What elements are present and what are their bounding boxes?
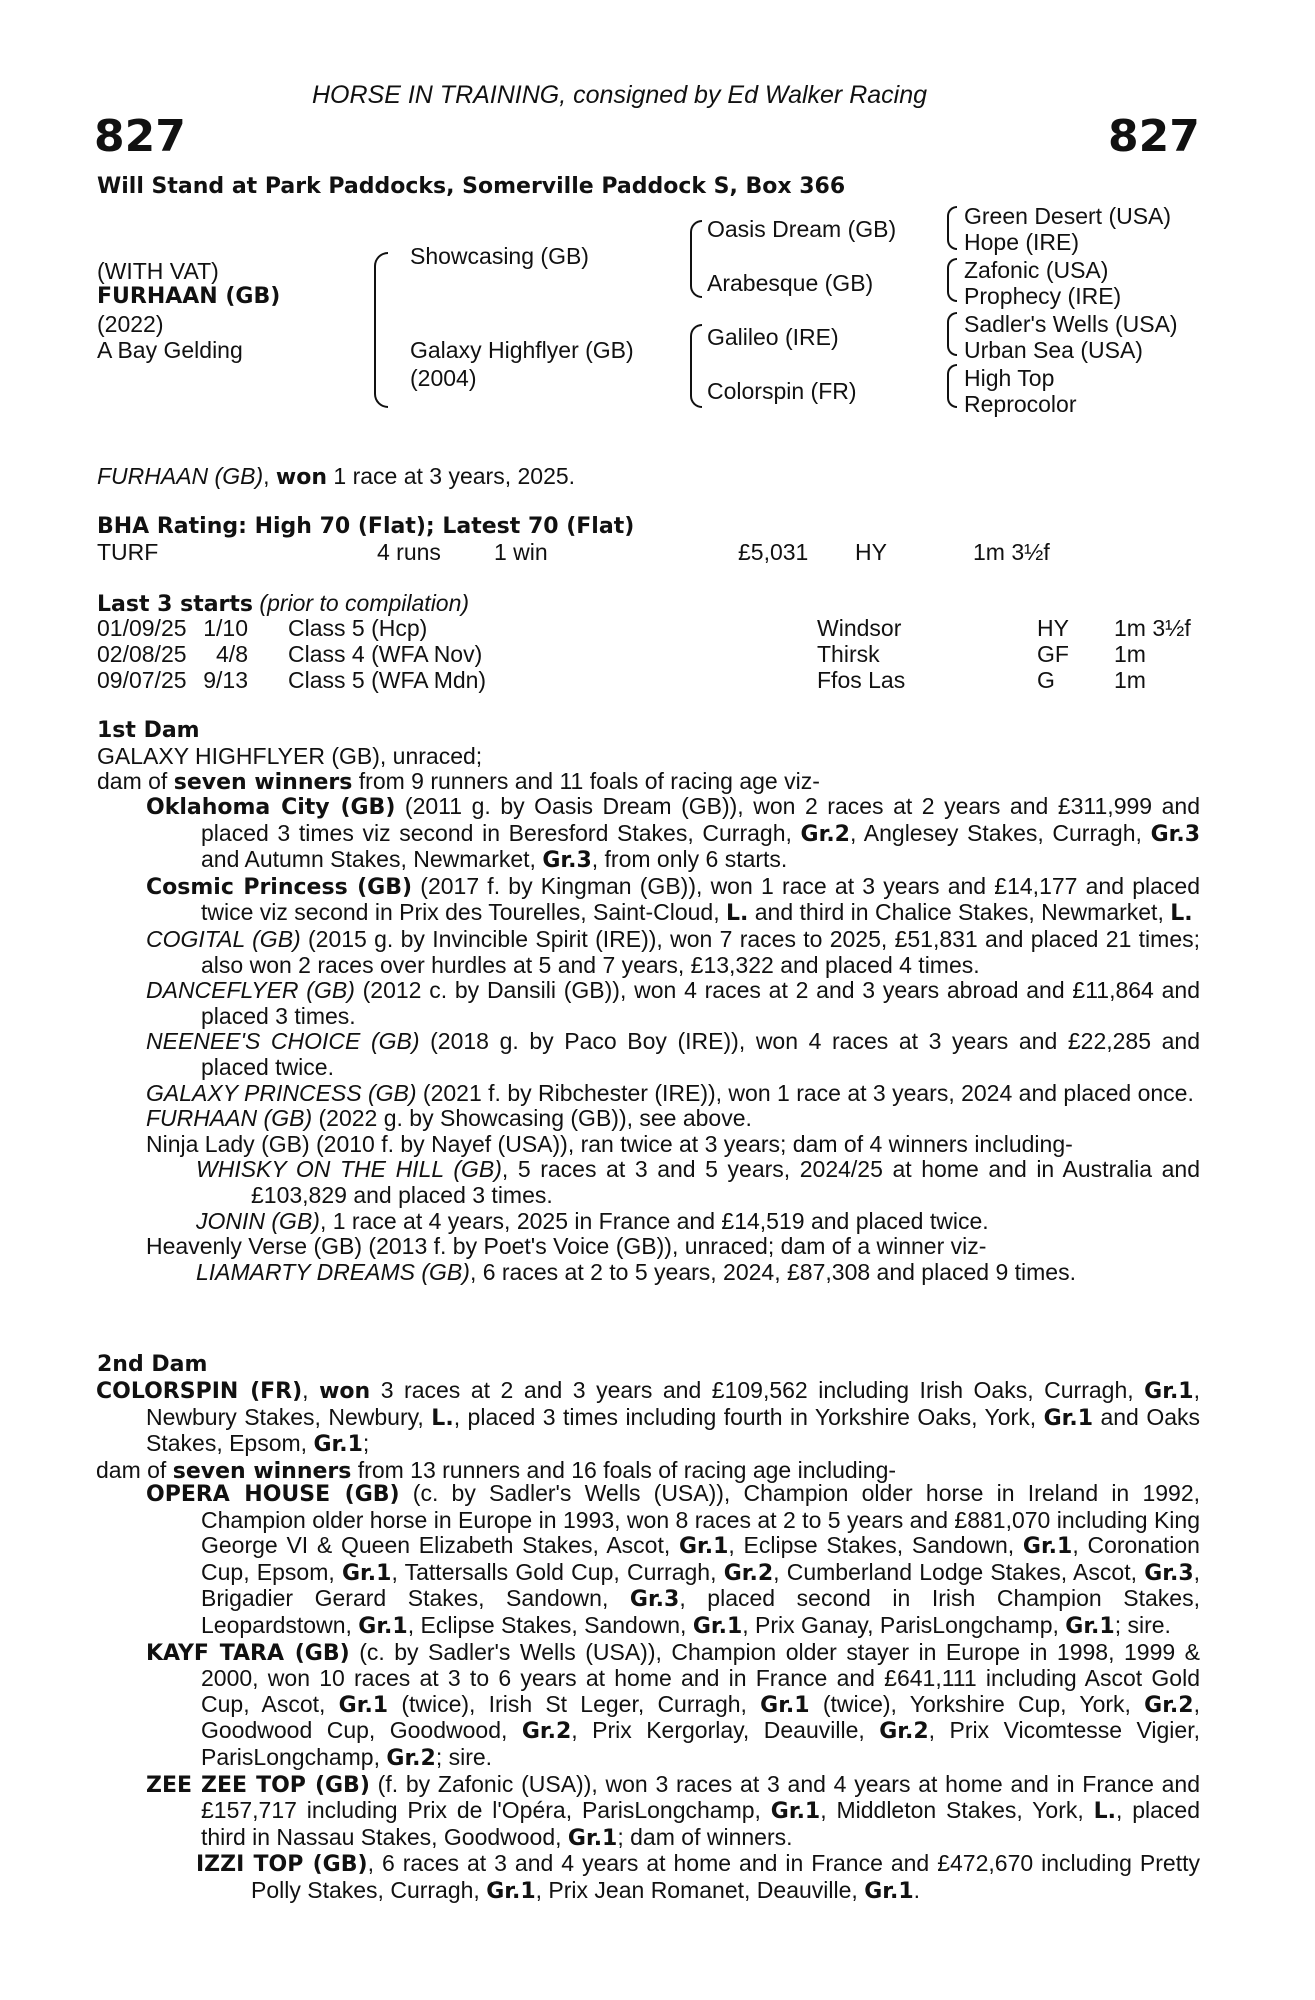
produce-neenees-choice: NEENEE'S CHOICE (GB) (2018 g. by Paco Boy (IRE)), won 4 races at 3 years and £22,285 and placed twice. bbox=[146, 1028, 1200, 1080]
pedigree-brace-dam bbox=[690, 324, 702, 408]
turf-distance: 1m 3½f bbox=[973, 539, 1050, 565]
first-dam-heading: 1st Dam bbox=[97, 718, 200, 743]
pedigree-ggp-4: Prophecy (IRE) bbox=[964, 283, 1122, 309]
produce-jonin: JONIN (GB), 1 race at 4 years, 2025 in France and £14,519 and placed twice. bbox=[196, 1207, 989, 1234]
horse-name: FURHAAN (GB) bbox=[97, 284, 281, 309]
summary-rest: 1 race at 3 years, 2025. bbox=[333, 463, 576, 489]
stand-location: Will Stand at Park Paddocks, Somerville Paddock S, Box 366 bbox=[97, 174, 846, 199]
horse-description: A Bay Gelding bbox=[97, 337, 243, 363]
pedigree-dam-sire: Galileo (IRE) bbox=[707, 324, 839, 350]
pedigree-ggp-3: Zafonic (USA) bbox=[964, 257, 1109, 283]
pedigree-ggp-8: Reprocolor bbox=[964, 391, 1077, 417]
last-starts-heading: Last 3 starts (prior to compilation) bbox=[97, 590, 470, 617]
lot-number-right: 827 bbox=[1108, 111, 1200, 162]
produce-furhaan: FURHAAN (GB) (2022 g. by Showcasing (GB)), see above. bbox=[146, 1105, 752, 1132]
first-dam-produce bbox=[146, 794, 1200, 1285]
produce-ninja-lady: Ninja Lady (GB) (2010 f. by Nayef (USA)), ran twice at 3 years; dam of 4 winners including- bbox=[146, 1130, 1073, 1157]
turf-going: HY bbox=[855, 539, 887, 565]
summary-horse-name: FURHAAN (GB) bbox=[97, 463, 264, 489]
summary-won: won bbox=[275, 465, 328, 490]
pedigree-sire-dam: Arabesque (GB) bbox=[707, 270, 874, 296]
first-dam-produce-line: dam of seven winners from 9 runners and 11 foals of racing age viz- bbox=[97, 768, 820, 795]
second-dam-produce bbox=[146, 1481, 1200, 1905]
produce-liamarty-dreams: LIAMARTY DREAMS (GB), 6 races at 2 to 5 years, 2024, £87,308 and placed 9 times. bbox=[196, 1258, 1076, 1285]
pedigree-sire: Showcasing (GB) bbox=[410, 243, 589, 269]
pedigree-brace-sire bbox=[690, 220, 702, 298]
produce-whisky-on-the-hill: WHISKY ON THE HILL (GB), 5 races at 3 and 5 years, 2024/25 at home and in Australia and £103,829 and placed 3 times. bbox=[196, 1156, 1200, 1208]
first-dam-name-line: GALAXY HIGHFLYER (GB), unraced; bbox=[97, 743, 483, 769]
pedigree-dam: Galaxy Highflyer (GB) bbox=[410, 337, 634, 363]
consignment-line: HORSE IN TRAINING, consigned by Ed Walker Racing bbox=[312, 81, 928, 109]
produce-opera-house: OPERA HOUSE (GB) (c. by Sadler's Wells (USA)), Champion older horse in Ireland in 1992, Champion older horse in Europe in 1993, won 8 races at 2 to 5 years and £881,070 including King George VI & Queen Elizabeth Stakes, Ascot, Gr.1, Eclipse Stakes, Sandown, Gr.1, Coronation Cup, Epsom, Gr.1, Tattersalls Gold Cup, Curragh, Gr.2, Cumberland Lodge Stakes, Ascot, Gr.3, Brigadier Gerard Stakes, Sandown, Gr.3, placed second in Irish Champion Stakes, Leopardstown, Gr.1, Eclipse Stakes, Sandown, Gr.1, Prix Ganay, ParisLongchamp, Gr.1; sire. bbox=[146, 1480, 1201, 1639]
turf-runs: 4 runs bbox=[377, 539, 441, 565]
pedigree-ggp-5: Sadler's Wells (USA) bbox=[964, 311, 1178, 337]
pedigree-ggp-6: Urban Sea (USA) bbox=[964, 337, 1143, 363]
second-dam-produce-line: dam of seven winners from 13 runners and 16 foals of racing age including- bbox=[96, 1456, 897, 1484]
vat-note: (WITH VAT) bbox=[97, 258, 219, 284]
pedigree-brace-g1 bbox=[947, 206, 957, 250]
produce-izzi-top: IZZI TOP (GB), 6 races at 3 and 4 years at home and in France and £472,670 including Pretty Polly Stakes, Curragh, Gr.1, Prix Jean Romanet, Deauville, Gr.1. bbox=[196, 1850, 1200, 1904]
produce-cogital: COGITAL (GB) (2015 g. by Invincible Spirit (IRE)), won 7 races to 2025, £51,831 and placed 21 times; also won 2 races over hurdles at 5 and 7 years, £13,322 and placed 4 times. bbox=[146, 925, 1201, 978]
pedigree-brace-main bbox=[374, 252, 388, 408]
turf-prize: £5,031 bbox=[738, 539, 809, 565]
pedigree-brace-g3 bbox=[947, 312, 957, 356]
turf-label: TURF bbox=[97, 539, 159, 565]
second-dam-record: COLORSPIN (FR), won 3 races at 2 and 3 years and £109,562 including Irish Oaks, Curragh, Gr.1, Newbury Stakes, Newbury, L., placed 3 times including fourth in Yorkshire Oaks, York, Gr.1 and Oaks Stakes, Epsom, Gr.1; dam of seven winners from 13 runners and 16 foals of racing age including- bbox=[96, 1377, 1200, 1484]
produce-zee-zee-top: ZEE ZEE TOP (GB) (f. by Zafonic (USA)), won 3 races at 3 and 4 years at home and in France and £157,717 including Prix de l'Opéra, ParisLongchamp, Gr.1, Middleton Stakes, York, L., placed third in Nassau Stakes, Goodwood, Gr.1; dam of winners. bbox=[146, 1770, 1200, 1851]
produce-heavenly-verse: Heavenly Verse (GB) (2013 f. by Poet's Voice (GB)), unraced; dam of a winner viz- bbox=[146, 1233, 987, 1260]
lot-number-left: 827 bbox=[94, 111, 186, 162]
bha-rating: BHA Rating: High 70 (Flat); Latest 70 (Flat) bbox=[97, 514, 635, 539]
produce-galaxy-princess: GALAXY PRINCESS (GB) (2021 f. by Ribchester (IRE)), won 1 race at 3 years, 2024 and placed once. bbox=[146, 1079, 1194, 1106]
race-summary: FURHAAN (GB), won 1 race at 3 years, 2025. bbox=[97, 463, 576, 490]
produce-oklahoma-city: Oklahoma City (GB) (2011 g. by Oasis Dream (GB)), won 2 races at 2 years and £311,999 and placed 3 times viz second in Beresford Stakes, Curragh, Gr.2, Anglesey Stakes, Curragh, Gr.3 and Autumn Stakes, Newmarket, Gr.3, from only 6 starts. bbox=[146, 793, 1200, 874]
second-dam-heading: 2nd Dam bbox=[97, 1352, 208, 1377]
pedigree-ggp-2: Hope (IRE) bbox=[964, 229, 1080, 255]
foaling-year: (2022) bbox=[97, 311, 164, 337]
produce-danceflyer: DANCEFLYER (GB) (2012 c. by Dansili (GB)), won 4 races at 2 and 3 years abroad and £11,864 and placed 3 times. bbox=[146, 977, 1200, 1029]
produce-cosmic-princess: Cosmic Princess (GB) (2017 f. by Kingman (GB)), won 1 race at 3 years and £14,177 and placed twice viz second in Prix des Tourelles, Saint-Cloud, L. and third in Chalice Stakes, Newmarket, L. bbox=[146, 872, 1200, 927]
turf-wins: 1 win bbox=[494, 539, 548, 565]
pedigree-dam-dam: Colorspin (FR) bbox=[707, 378, 857, 404]
pedigree-dam-year: (2004) bbox=[410, 365, 477, 391]
pedigree-brace-g2 bbox=[947, 258, 957, 302]
pedigree-ggp-1: Green Desert (USA) bbox=[964, 203, 1172, 229]
pedigree-brace-g4 bbox=[947, 364, 957, 408]
pedigree-ggp-7: High Top bbox=[964, 365, 1055, 391]
pedigree-sire-sire: Oasis Dream (GB) bbox=[707, 216, 897, 242]
produce-kayf-tara: KAYF TARA (GB) (c. by Sadler's Wells (USA)), Champion older stayer in Europe in 1998, 1999 & 2000, won 10 races at 3 to 6 years at home and in France and £641,111 including Ascot Gold Cup, Ascot, Gr.1 (twice), Irish St Leger, Curragh, Gr.1 (twice), Yorkshire Cup, York, Gr.2, Goodwood Cup, Goodwood, Gr.2, Prix Kergorlay, Deauville, Gr.2, Prix Vicomtesse Vigier, ParisLongchamp, Gr.2; sire. bbox=[146, 1638, 1200, 1771]
